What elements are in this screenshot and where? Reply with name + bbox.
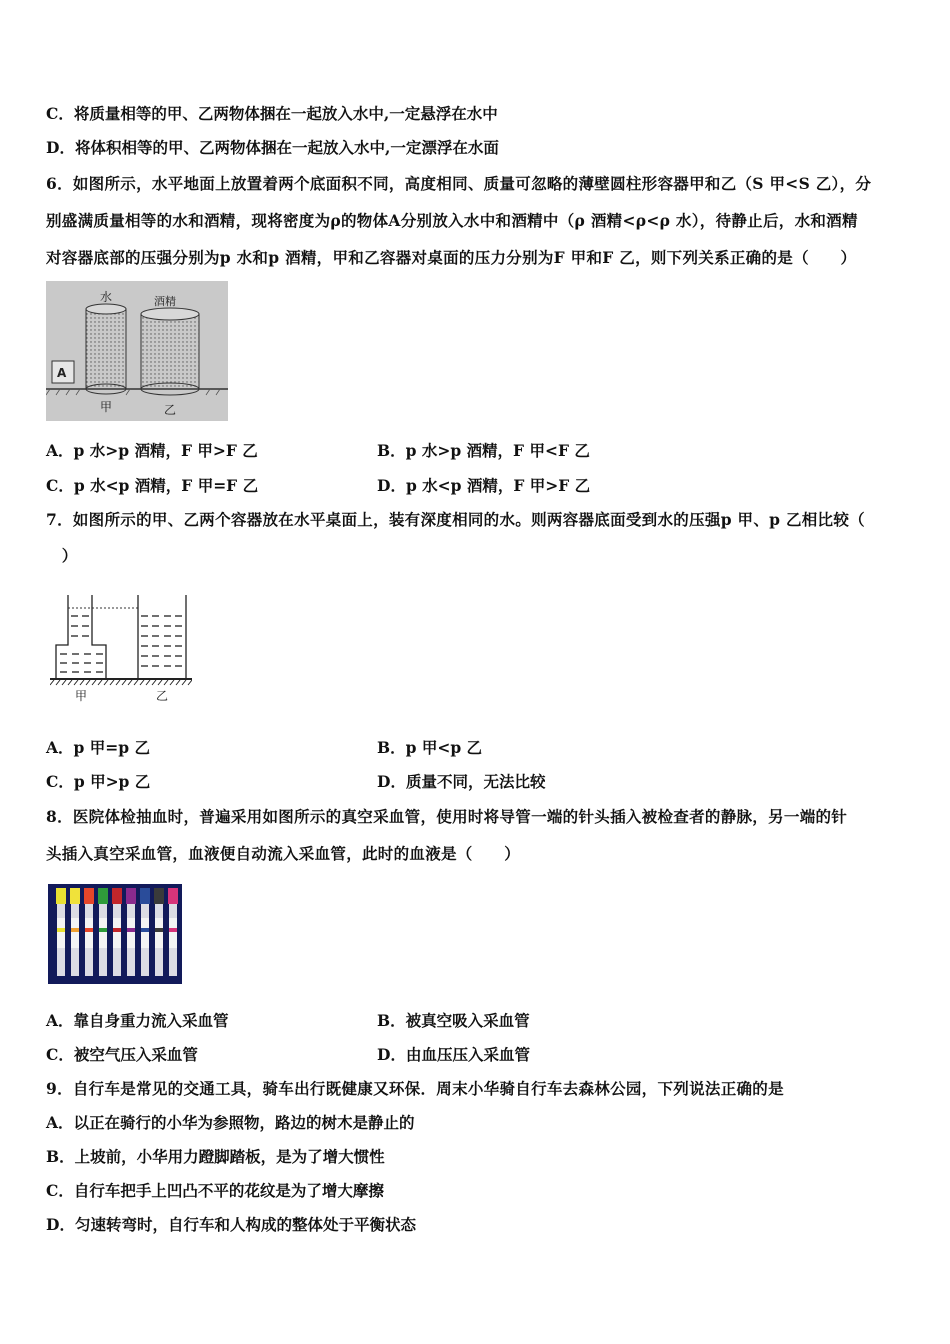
q7-water-jia [60,616,103,672]
q9-option-a: A．以正在骑行的小华为参照物，路边的树木是静止的 [46,1113,415,1132]
q8-stem-line2: 头插入真空采血管，血液便自动流入采血管，此时的血液是（ ） [46,844,521,863]
q6-label-a: A [57,366,67,380]
q6-cylinder-alcohol [141,308,199,395]
q8-option-b: B．被真空吸入采血管 [377,1011,530,1030]
q7-label-jia: 甲 [75,689,88,703]
q6-option-d: D．p 水<p 酒精，F 甲>F 乙 [377,476,591,495]
q8-option-a: A．靠自身重力流入采血管 [46,1011,229,1030]
q6-cylinder-water [86,304,126,394]
q9-option-c: C．自行车把手上凹凸不平的花纹是为了增大摩擦 [46,1181,384,1200]
q9-option-b: B．上坡前，小华用力蹬脚踏板，是为了增大惯性 [46,1147,385,1166]
prev-option-c: C．将质量相等的甲、乙两物体捆在一起放入水中,一定悬浮在水中 [46,104,498,123]
q6-option-c: C．p 水<p 酒精，F 甲=F 乙 [46,476,259,495]
q7-stem-line1: 7．如图所示的甲、乙两个容器放在水平桌面上，装有深度相同的水。则两容器底面受到水的压强p 甲、p 乙相比较（ [46,510,865,529]
q8-option-d: D．由血压压入采血管 [377,1045,530,1064]
q7-option-d: D．质量不同，无法比较 [377,772,546,791]
q8-tube-labels [57,918,177,948]
q6-figure [46,281,228,421]
q7-stem-line2: ） [46,546,78,565]
prev-option-d: D．将体积相等的甲、乙两物体捆在一起放入水中,一定漂浮在水面 [46,138,499,157]
q9-stem-line1: 9．自行车是常见的交通工具，骑车出行既健康又环保．周末小华骑自行车去森林公园，下列说法正确的是 [46,1079,784,1098]
q8-option-c: C．被空气压入采血管 [46,1045,198,1064]
q6-option-a: A．p 水>p 酒精，F 甲>F 乙 [46,441,258,460]
q8-tube-stripes [57,928,177,932]
q7-label-yi: 乙 [156,689,169,703]
q6-stem-line1: 6．如图所示，水平地面上放置着两个底面积不同，高度相同、质量可忽略的薄壁圆柱形容器甲和乙（S 甲<S 乙），分 [46,174,872,193]
q6-figure-background [46,281,228,421]
q8-stem-line1: 8．医院体检抽血时，普遍采用如图所示的真空采血管，使用时将导管一端的针头插入被检查者的静脉，另一端的针 [46,807,848,826]
q6-stem-line2: 别盛满质量相等的水和酒精，现将密度为ρ的物体A分别放入水中和酒精中（ρ 酒精<ρ<ρ 水），待静止后，水和酒精 [46,211,858,230]
q6-label-yi: 乙 [164,403,177,417]
q6-label-alcohol: 酒精 [154,295,176,308]
q7-option-c: C．p 甲>p 乙 [46,772,151,791]
q7-water-yi [141,616,182,666]
q7-option-b: B．p 甲<p 乙 [377,738,483,757]
q7-figure [50,590,192,708]
q6-label-jia: 甲 [100,400,113,414]
q7-table-hatch [50,680,192,685]
q6-option-b: B．p 水>p 酒精，F 甲<F 乙 [377,441,590,460]
q9-option-d: D．匀速转弯时，自行车和人构成的整体处于平衡状态 [46,1215,416,1234]
q6-label-water: 水 [100,290,113,304]
q7-option-a: A．p 甲=p 乙 [46,738,150,757]
q7-container-jia [56,595,106,678]
q8-blood-tubes-photo [48,884,182,984]
q6-stem-line3: 对容器底部的压强分别为p 水和p 酒精，甲和乙容器对桌面的压力分别为F 甲和F 乙，则下列关系正确的是（ ） [46,248,857,267]
